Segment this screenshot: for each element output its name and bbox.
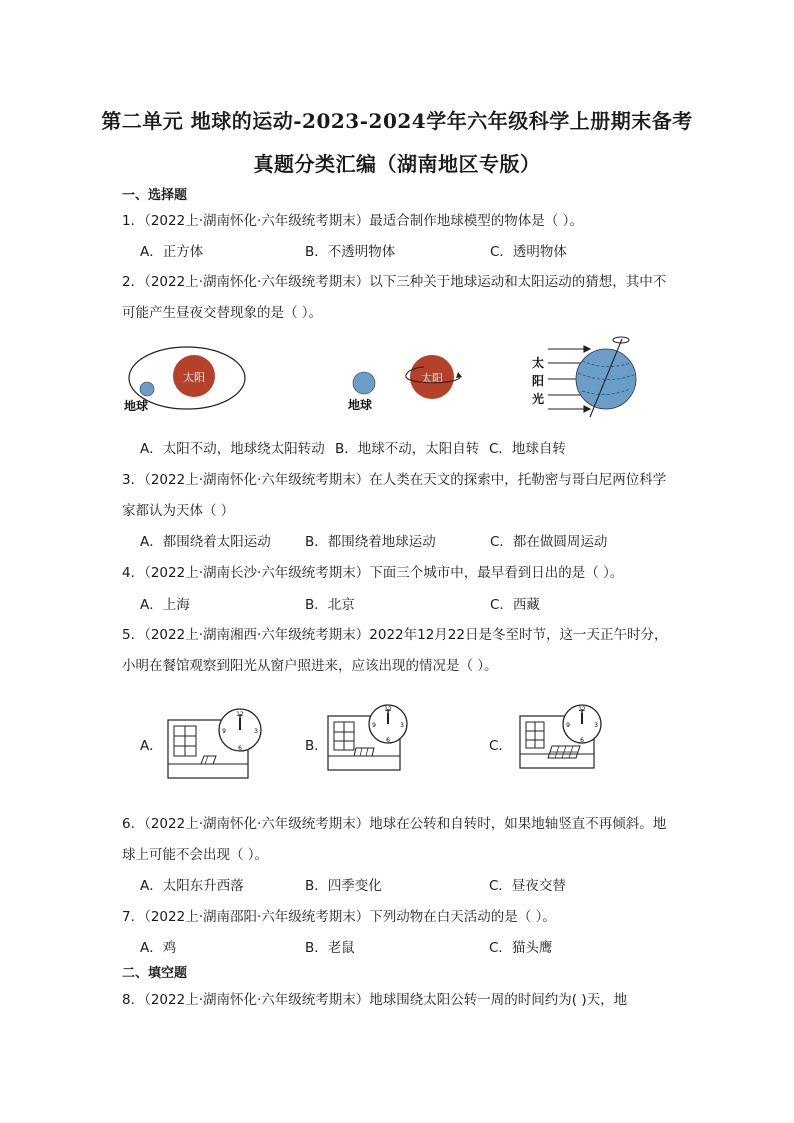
- question-1-option-b: B．不透明物体: [305, 244, 396, 260]
- question-6-option-c: C．昼夜交替: [489, 878, 566, 894]
- question-7-text: 7．（2022上·湖南邵阳·六年级统考期末）下列动物在白天活动的是（ ）。: [122, 909, 556, 925]
- question-3-option-c: C．都在做圆周运动: [490, 534, 608, 550]
- question-4-option-b: B．北京: [305, 597, 355, 613]
- question-2-option-b: B．地球不动，太阳自转: [335, 441, 480, 457]
- question-5-option-a-label: A．: [140, 738, 163, 754]
- sun-label: 太阳: [421, 372, 443, 385]
- question-4-text: 4．（2022上·湖南长沙·六年级统考期末）下面三个城市中，最早看到日出的是（ ）。: [122, 565, 624, 581]
- question-5-option-c-label: C．: [489, 738, 512, 754]
- question-3-option-a: A．都围绕着太阳运动: [140, 534, 271, 550]
- page-title-line-2: 真题分类汇编（湖南地区专版）: [253, 152, 541, 176]
- figure-sun-rotates: [340, 345, 470, 420]
- question-5-option-a-figure: [164, 706, 266, 782]
- sun-label: 太阳: [183, 371, 205, 384]
- svg-text:12: 12: [578, 706, 586, 713]
- earth-label: 地球: [348, 398, 373, 412]
- question-5-option-c-figure: [518, 704, 606, 774]
- sunlight-label-3: 光: [532, 392, 545, 406]
- question-7-option-b: B．老鼠: [305, 940, 355, 956]
- question-7-option-a: A．鸡: [140, 940, 177, 956]
- question-2-option-a: A．太阳不动，地球绕太阳转动: [140, 441, 325, 457]
- svg-text:6: 6: [238, 745, 242, 752]
- sunlight-label-2: 阳: [532, 374, 545, 388]
- question-5-text-line-1: 5．（2022上·湖南湘西·六年级统考期末）2022年12月22日是冬至时节，这一天正午时分，: [122, 627, 668, 643]
- question-6-text-line-1: 6．（2022上·湖南怀化·六年级统考期末）地球在公转和自转时，如果地轴竖直不再倾斜。地: [122, 816, 667, 832]
- section-heading-choice: 一、选择题: [122, 188, 188, 203]
- svg-text:12: 12: [236, 711, 244, 718]
- svg-text:3: 3: [400, 722, 404, 729]
- question-8-text: 8．（2022上·湖南怀化·六年级统考期末）地球围绕太阳公转一周的时间约为( )天，地: [122, 992, 628, 1008]
- question-5-option-b-label: B．: [305, 738, 328, 754]
- svg-text:3: 3: [594, 722, 598, 729]
- question-3-text-line-1: 3．（2022上·湖南怀化·六年级统考期末）在人类在天文的探索中，托勒密与哥白尼两位科学: [122, 472, 667, 488]
- figure-earth-orbits-sun: [120, 338, 255, 418]
- figure-earth-rotates: [526, 333, 646, 423]
- question-1-text: 1．（2022上·湖南怀化·六年级统考期末）最适合制作地球模型的物体是（ ）。: [122, 213, 583, 229]
- question-2-text-line-2: 可能产生昼夜交替现象的是（ ）。: [122, 305, 323, 321]
- question-4-option-a: A．上海: [140, 597, 190, 613]
- earth-shape: [140, 382, 154, 396]
- question-6-text-line-2: 球上可能不会出现（ ）。: [122, 847, 269, 863]
- question-2-text-line-1: 2．（2022上·湖南怀化·六年级统考期末）以下三种关于地球运动和太阳运动的猜想，其中不: [122, 274, 667, 290]
- question-7-option-c: C．猫头鹰: [489, 940, 553, 956]
- sunlight-label-1: 太: [532, 356, 545, 370]
- svg-text:12: 12: [384, 706, 392, 713]
- question-3-text-line-2: 家都认为天体（ ）: [122, 503, 235, 519]
- question-3-option-b: B．都围绕着地球运动: [305, 534, 436, 550]
- question-5-text-line-2: 小明在餐馆观察到阳光从窗户照进来，应该出现的情况是（ ）。: [122, 658, 498, 674]
- svg-text:6: 6: [580, 737, 584, 744]
- question-1-option-c: C．透明物体: [490, 244, 567, 260]
- question-2-option-c: C．地球自转: [489, 441, 566, 457]
- earth-label: 地球: [124, 399, 149, 413]
- svg-text:3: 3: [254, 728, 258, 735]
- svg-text:9: 9: [222, 728, 226, 735]
- svg-text:6: 6: [386, 737, 390, 744]
- svg-text:9: 9: [566, 722, 570, 729]
- page-title-line-1: 第二单元 地球的运动-2023-2024学年六年级科学上册期末备考: [101, 109, 693, 133]
- question-4-option-c: C．西藏: [490, 597, 540, 613]
- question-1-option-a: A．正方体: [140, 244, 204, 260]
- question-6-option-b: B．四季变化: [305, 878, 382, 894]
- svg-text:9: 9: [372, 722, 376, 729]
- question-6-option-a: A．太阳东升西落: [140, 878, 244, 894]
- question-5-option-b-figure: [326, 704, 410, 774]
- earth-shape: [353, 372, 375, 394]
- section-heading-fill: 二、填空题: [122, 966, 188, 981]
